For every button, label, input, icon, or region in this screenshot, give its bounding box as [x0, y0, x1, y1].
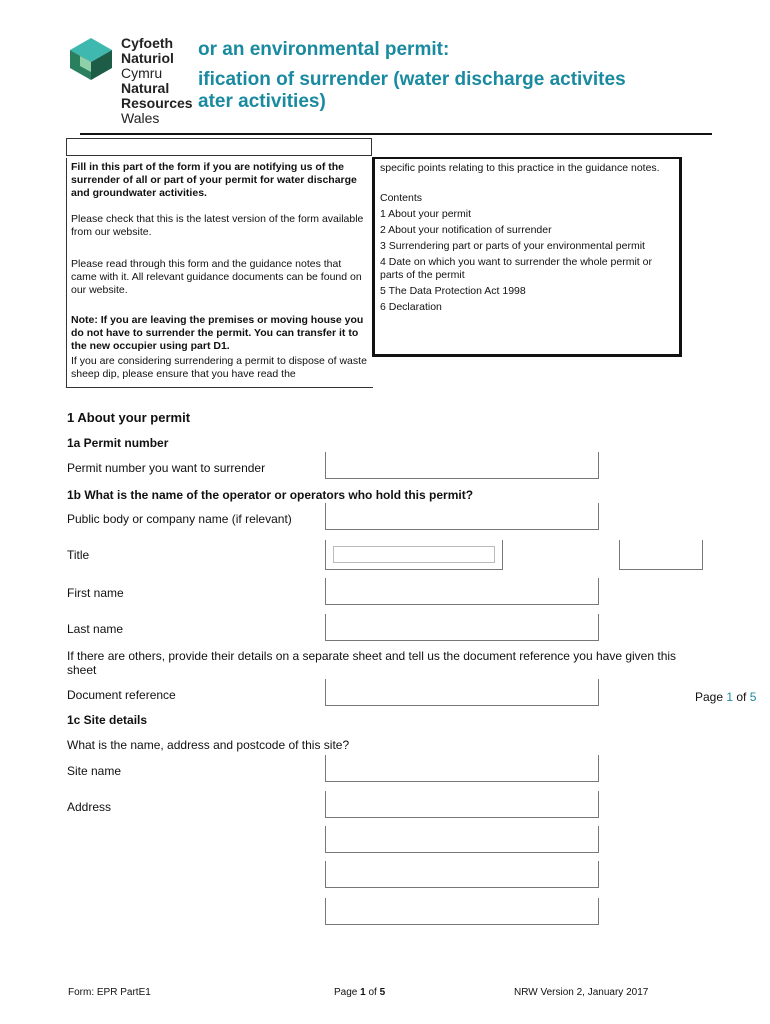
- footer-version: NRW Version 2, January 2017: [514, 987, 649, 998]
- last-name-field[interactable]: [325, 614, 599, 641]
- permit-number-field[interactable]: [325, 452, 599, 479]
- intro-paragraph-5: If you are considering surrendering a permit to dispose of waste sheep dip, please ensure that you have read the: [71, 355, 367, 380]
- footer-page-total: 5: [379, 987, 386, 998]
- logo-line-3: Cymru: [121, 65, 163, 81]
- page-indicator-total: 5: [749, 690, 757, 704]
- site-question: What is the name, address and postcode of this site?: [67, 738, 350, 752]
- company-name-field[interactable]: [325, 503, 599, 530]
- page-indicator-current: 1: [726, 690, 734, 704]
- site-name-label: Site name: [67, 764, 122, 778]
- title-other-field[interactable]: [619, 540, 703, 570]
- header-empty-box: [66, 138, 372, 156]
- title-input[interactable]: [333, 546, 495, 563]
- address-line-4-field[interactable]: [325, 898, 599, 925]
- address-line-3-field[interactable]: [325, 861, 599, 888]
- intro-paragraph-3: Please read through this form and the guidance notes that came with it. All relevant guidance documents can be found on our website.: [71, 258, 362, 296]
- nrw-logo: [68, 35, 198, 126]
- contents-item: 2 About your notification of surrender: [380, 224, 552, 236]
- section-1b-heading: 1b What is the name of the operator or operators who hold this permit?: [67, 488, 474, 502]
- last-name-label: Last name: [67, 622, 124, 636]
- contents-intro: specific points relating to this practice in the guidance notes.: [380, 162, 660, 174]
- permit-number-label: Permit number you want to surrender: [67, 461, 266, 475]
- title-label: Title: [67, 548, 90, 562]
- logo-line-4: Natural: [121, 80, 170, 96]
- section-1a-heading: 1a Permit number: [67, 436, 169, 450]
- contents-item: 3 Surrendering part or parts of your environmental permit: [380, 240, 645, 252]
- footer-page-number: [334, 987, 385, 998]
- contents-item: 5 The Data Protection Act 1998: [380, 285, 526, 297]
- logo-mark-icon: [68, 36, 114, 82]
- intro-column: [66, 158, 373, 388]
- footer-page-current: 1: [360, 987, 366, 998]
- page-title-line-1: or an environmental permit:: [198, 39, 450, 60]
- header-rule: [80, 133, 712, 135]
- contents-item: 6 Declaration: [380, 301, 442, 313]
- company-name-label: Public body or company name (if relevant): [67, 512, 292, 526]
- footer-form-id: Form: EPR PartE1: [68, 987, 151, 998]
- page-title-line-3: ater activities): [198, 91, 326, 112]
- contents-item: 1 About your permit: [380, 208, 472, 220]
- address-line-2-field[interactable]: [325, 826, 599, 853]
- document-reference-label: Document reference: [67, 688, 176, 702]
- page-indicator-of: of: [733, 690, 750, 704]
- page-indicator: [695, 690, 756, 704]
- section-1c-heading: 1c Site details: [67, 713, 148, 727]
- intro-paragraph-2: Please check that this is the latest version of the form available from our website.: [71, 213, 364, 238]
- logo-line-2: Naturiol: [121, 50, 174, 66]
- footer-page-of: of: [365, 987, 380, 998]
- document-reference-field[interactable]: [325, 679, 599, 706]
- contents-box: [372, 157, 682, 357]
- title-field-container: [325, 540, 503, 570]
- logo-line-5: Resources: [121, 95, 193, 111]
- logo-line-6: Wales: [121, 110, 160, 126]
- address-label: Address: [67, 800, 112, 814]
- page-indicator-prefix: Page: [695, 690, 727, 704]
- address-line-1-field[interactable]: [325, 791, 599, 818]
- site-name-field[interactable]: [325, 755, 599, 782]
- first-name-label: First name: [67, 586, 124, 600]
- footer-page-prefix: Page: [334, 987, 361, 998]
- first-name-field[interactable]: [325, 578, 599, 605]
- others-note: If there are others, provide their details on a separate sheet and tell us the document reference you have given this sheet: [67, 649, 677, 677]
- intro-paragraph-1: Fill in this part of the form if you are notifying us of the surrender of all or part of your permit for water discharge and groundwater activities.: [71, 161, 357, 199]
- contents-heading: Contents: [380, 192, 423, 204]
- contents-item: 4 Date on which you want to surrender the whole permit or parts of the permit: [380, 256, 652, 281]
- page-title-line-2: ification of surrender (water discharge activites: [198, 69, 626, 90]
- section-1-heading: 1 About your permit: [67, 410, 191, 425]
- logo-line-1: Cyfoeth: [121, 35, 174, 51]
- intro-note: Note: If you are leaving the premises or moving house you do not have to surrender the permit. You can transfer it to the new occupier using part D1.: [71, 314, 364, 352]
